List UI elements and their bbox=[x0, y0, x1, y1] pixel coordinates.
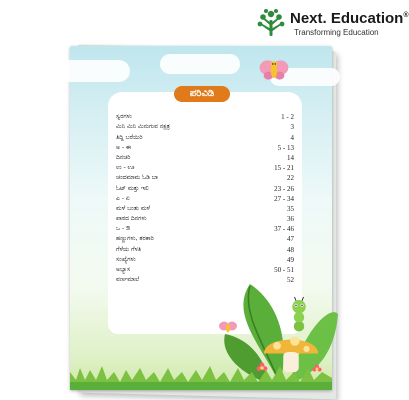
toc-label: ಅ - ಈ bbox=[116, 143, 132, 151]
toc-label: ಎ - ಏ bbox=[116, 194, 130, 202]
toc-row bbox=[116, 204, 294, 214]
toc-row bbox=[116, 132, 294, 142]
toc-label: ಓಟ್ ಮತ್ತು ಇಲಿ bbox=[116, 184, 149, 192]
toc-label: ದಿನಚರಿ bbox=[116, 153, 131, 161]
toc-pages: 37 - 46 bbox=[274, 225, 294, 234]
toc-row bbox=[116, 255, 294, 265]
book-page bbox=[70, 46, 332, 390]
toc-pages: 36 bbox=[287, 215, 294, 224]
brand-tagline: Transforming Education bbox=[294, 28, 379, 37]
toc-pages: 27 - 34 bbox=[274, 194, 294, 203]
toc-pages: 5 - 13 bbox=[277, 143, 294, 152]
toc-label: ವರ್ಣಮಾಲೆ bbox=[116, 276, 140, 284]
toc-pages: 49 bbox=[287, 255, 294, 264]
toc-label: ಪಾಠದ ದಿನಗಳು bbox=[116, 215, 147, 223]
toc-label: ಮಳೆ ಬಂತು ಮಳೆ bbox=[116, 204, 151, 212]
cloud bbox=[160, 54, 240, 74]
butterfly-icon bbox=[258, 58, 290, 82]
toc-label: ಸಂಖ್ಯೆಗಳು bbox=[116, 255, 136, 263]
toc-row bbox=[116, 244, 294, 254]
toc-pages: 48 bbox=[287, 245, 294, 254]
toc-pages: 22 bbox=[287, 174, 294, 183]
toc-pages: 23 - 26 bbox=[274, 184, 294, 193]
toc-row bbox=[116, 173, 294, 183]
grass-illustration bbox=[70, 350, 332, 390]
toc-label: ಚಂದಮಾಮ ಓಡಿ ಬಾ bbox=[116, 174, 159, 182]
toc-row bbox=[116, 163, 294, 173]
brand-logo bbox=[254, 6, 409, 40]
toc-row bbox=[116, 214, 294, 224]
toc-row bbox=[116, 183, 294, 193]
caterpillar-icon bbox=[284, 296, 314, 334]
toc-row bbox=[116, 194, 294, 204]
toc-row bbox=[116, 122, 294, 132]
toc-pages: 50 - 51 bbox=[274, 266, 294, 274]
registered-mark: ® bbox=[403, 12, 409, 19]
toc-row bbox=[116, 153, 294, 163]
table-of-contents bbox=[116, 112, 294, 285]
contents-title: ಪರಿವಿಡಿ bbox=[174, 86, 230, 102]
toc-pages: 4 bbox=[290, 133, 294, 142]
toc-label: ಮಿನಿ ಮಿನಿ ಮಿನುಗುವ ನಕ್ಷತ್ರ bbox=[116, 123, 170, 131]
toc-pages: 47 bbox=[287, 235, 294, 244]
toc-pages: 52 bbox=[287, 276, 294, 285]
toc-row bbox=[116, 112, 294, 122]
toc-row bbox=[116, 234, 294, 244]
toc-label: ಅಭ್ಯಾಸ bbox=[116, 266, 131, 273]
toc-row bbox=[116, 143, 294, 153]
toc-pages: 15 - 21 bbox=[274, 164, 294, 173]
toc-pages: 3 bbox=[290, 123, 294, 132]
toc-label: ತಿದ್ದಿ ಬರೆಯಿರಿ bbox=[116, 133, 143, 141]
toc-row bbox=[116, 224, 294, 234]
toc-label: ಉ - ಊ bbox=[116, 164, 135, 172]
toc-label: ಗೆಳೆಯ ಗೆಳತಿ bbox=[116, 245, 142, 253]
toc-label: ಸ್ವರಗಳು bbox=[116, 113, 132, 121]
butterfly-icon bbox=[218, 320, 238, 335]
tree-logo-icon bbox=[254, 6, 288, 40]
toc-label: ಒ - ಔ bbox=[116, 225, 131, 233]
cloud bbox=[60, 60, 130, 82]
toc-pages: 1 - 2 bbox=[281, 113, 294, 122]
toc-pages: 14 bbox=[287, 153, 294, 162]
toc-pages: 35 bbox=[287, 204, 294, 213]
toc-label: ಹಣ್ಣುಗಳು, ತರಕಾರಿ bbox=[116, 235, 154, 243]
brand-name: Next. Education® bbox=[290, 10, 409, 27]
